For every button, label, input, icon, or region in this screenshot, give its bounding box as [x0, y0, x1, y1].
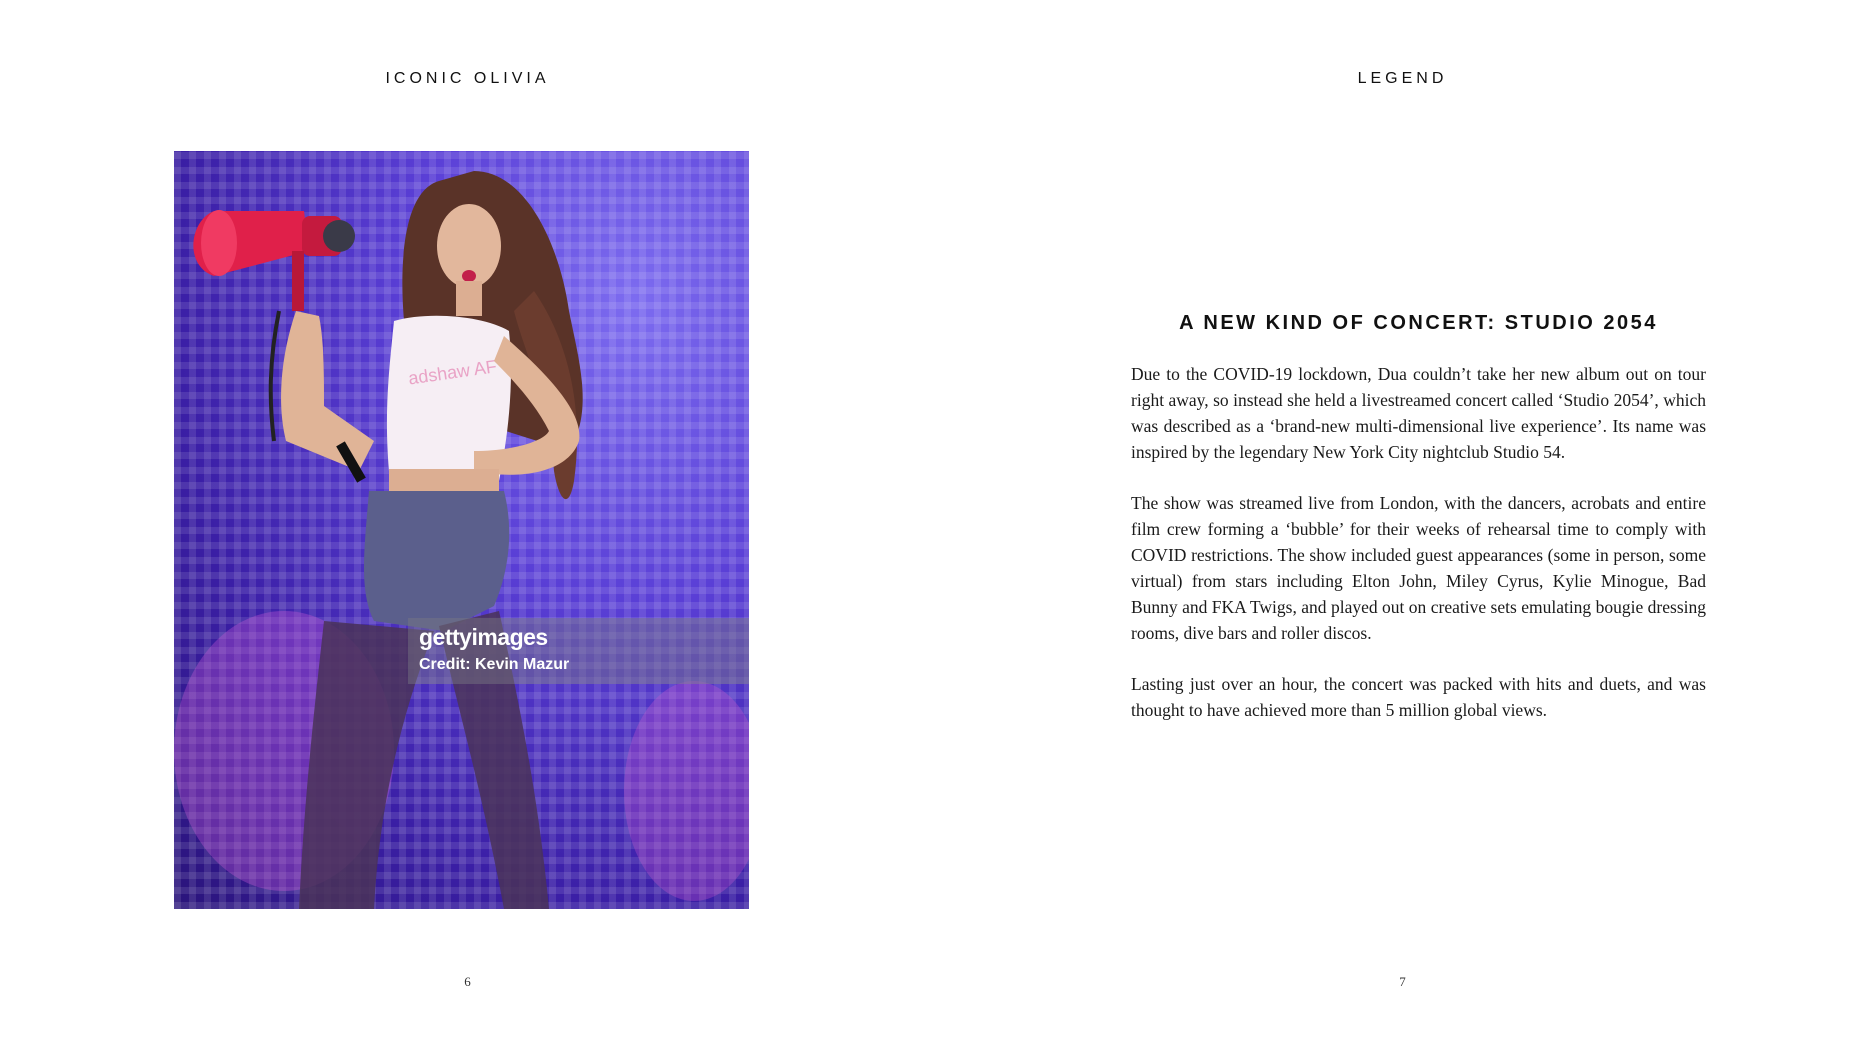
neck	[456, 281, 482, 316]
megaphone-handle	[292, 251, 304, 311]
getty-watermark	[408, 618, 749, 684]
running-head-right: LEGEND	[1357, 70, 1448, 87]
megaphone-end	[323, 220, 355, 252]
right-page	[935, 0, 1870, 1060]
left-page	[0, 0, 935, 1060]
performer-illustration	[174, 151, 749, 909]
watermark-credit: Credit: Kevin Mazur	[419, 656, 570, 673]
article-paragraph: Lasting just over an hour, the concert was packed with hits and duets, and was thought to have achieved more than 5 million global views.	[1131, 674, 1706, 720]
stage-light-glow-right	[624, 681, 749, 901]
megaphone-mouth	[201, 210, 237, 276]
article-paragraph: Due to the COVID-19 lockdown, Dua couldn’t take her new album out on tour right away, so instead she held a livestreamed concert called ‘Studio 2054’, which was described as a ‘brand-new multi-dimensional live experience’. Its name was inspired by the legendary New York City nightclub Studio 54.	[1131, 364, 1706, 462]
article-paragraph: The show was streamed live from London, with the dancers, acrobats and entire film crew forming a ‘bubble’ for their weeks of rehearsal time to comply with COVID restrictions. The show included guest appearances (some in person, some virtual) from stars including Elton John, Miley Cyrus, Kylie Minogue, Bad Bunny and FKA Twigs, and played out on creative sets emulating bougie dressing rooms, dive bars and roller discos.	[1131, 493, 1706, 643]
article-title: A NEW KIND OF CONCERT: STUDIO 2054	[1179, 312, 1658, 334]
concert-photo	[174, 151, 749, 909]
watermark-brand: gettyimages	[419, 624, 548, 650]
page-number-right: 7	[1399, 974, 1406, 989]
mouth	[462, 270, 476, 282]
megaphone-strap	[271, 311, 279, 441]
running-head-left: ICONIC OLIVIA	[385, 70, 550, 87]
sparkle-shorts	[364, 491, 509, 631]
article	[1131, 312, 1706, 748]
raised-arm	[281, 311, 374, 471]
page-number-left: 6	[464, 974, 471, 989]
shirt-text: adshaw AF	[407, 356, 498, 389]
